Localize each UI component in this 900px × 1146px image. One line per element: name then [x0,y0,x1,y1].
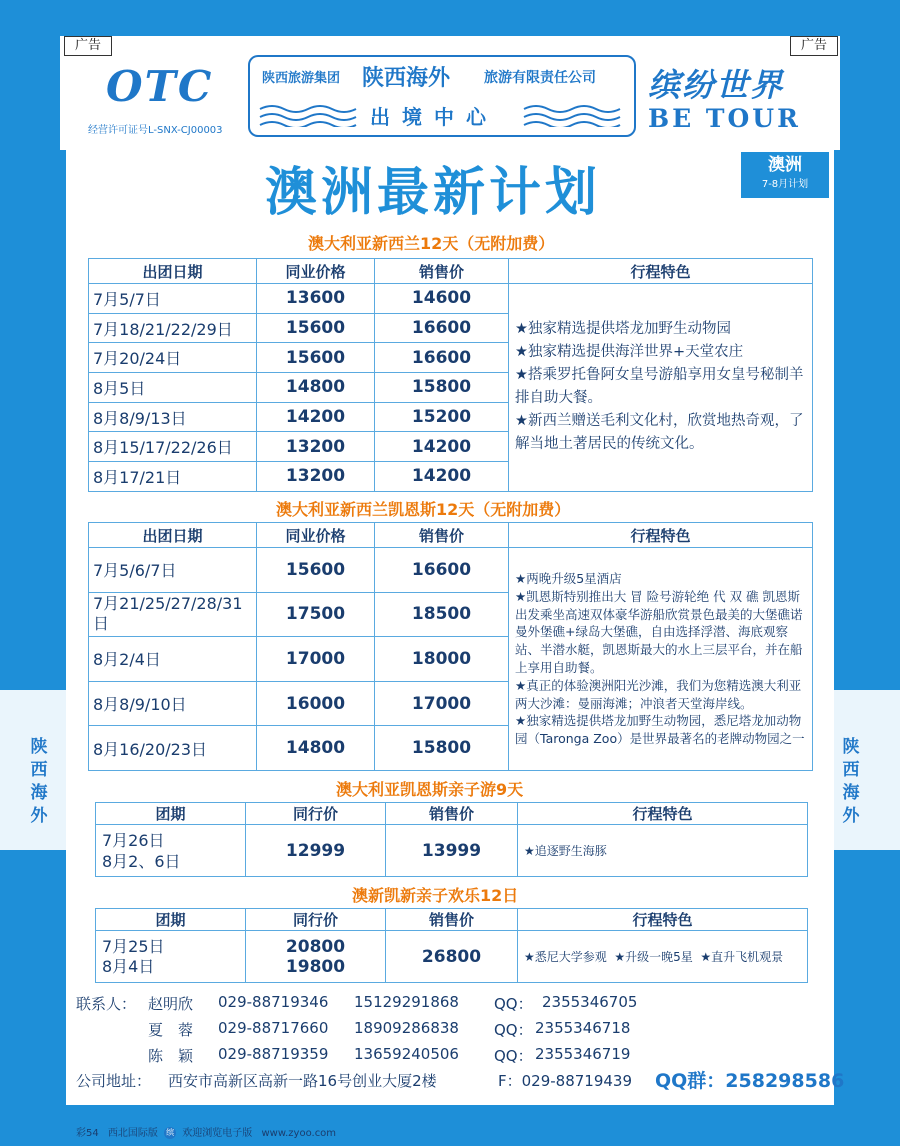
feature-item: ★凯恩斯特别推出大 冒 险号游轮绝 代 双 礁 凯恩斯出发乘坐高速双体豪华游船欣赏景色最美的大堡礁诺曼外堡礁+绿岛大堡礁，自由选择浮潜、海底观察站、半潜水艇，凯恩斯最大的水上三层平台，并在船上享用自助餐。 [515,588,803,675]
date-line: 7月26日 [102,830,165,850]
date-cell: 8月8/9/10日 [89,681,257,726]
date-line: 7月25日 [102,936,165,956]
section-title-4: 澳新凯新亲子欢乐12日 [352,886,519,905]
trade-price-cell [246,931,386,983]
retail-price-cell: 13999 [386,825,518,877]
trade-price-cell: 13600 [257,284,375,314]
contact-qq-label: QQ： [494,1047,533,1065]
section-title-1: 澳大利亚新西兰12天（无附加费） [308,234,555,253]
header-cell: 销售价 [386,909,518,931]
side-char: 陕 [30,737,48,757]
fax: F：029-88719439 [498,1072,633,1090]
contact-mobile: 15129291868 [354,993,459,1011]
retail-price-cell: 15800 [375,373,509,403]
be-tour-logo-cn: 缤纷世界 [648,66,785,104]
table-row [89,548,813,593]
trade-price-cell: 17000 [257,637,375,682]
contact-mobile: 18909286838 [354,1019,459,1037]
trade-price-cell: 14800 [257,726,375,771]
table-row [89,284,813,314]
retail-price-cell: 14600 [375,284,509,314]
trade-price-cell: 17500 [257,592,375,637]
ad-tag-right: 广告 [790,36,838,56]
date-cell: 8月2/4日 [89,637,257,682]
page-number: 彩54 [76,1128,99,1139]
trade-price-line: 20800 [285,936,346,957]
header-cell: 团期 [96,803,246,825]
group-name: 陕西旅游集团 [262,71,341,86]
trade-price-cell: 16000 [257,681,375,726]
contact-label: 联系人： [76,995,137,1013]
date-cell: 8月8/9/13日 [89,402,257,432]
date-cell: 8月5日 [89,373,257,403]
header-cell: 出团日期 [89,259,257,284]
retail-price-cell: 15200 [375,402,509,432]
date-line: 8月4日 [102,956,155,976]
trade-price-cell: 13200 [257,432,375,462]
header-cell: 同行价 [246,803,386,825]
feature-item: ★真正的体验澳洲阳光沙滩，我们为您精选澳大利亚两大沙滩：曼丽海滩；冲浪者天堂海岸线。 [515,677,802,711]
contact-qq-label: QQ： [494,995,533,1013]
table-header-row [89,259,813,284]
feature-item: ★独家精选提供塔龙加野生动物园，悉尼塔龙加动物园（Taronga Zoo）是世界最著名的老牌动物园之一 [515,713,805,747]
table-header-row [96,803,808,825]
otc-logo: OTC [106,62,214,111]
wave-decoration-right [522,101,626,127]
side-char: 外 [842,806,860,826]
brand-circle-icon: 缤 [166,1128,175,1137]
tour-table-4 [95,908,808,983]
header-cell: 同业价格 [257,259,375,284]
feature-item: ★独家精选提供塔龙加野生动物园 [515,321,731,338]
trade-price-cell: 14200 [257,402,375,432]
contact-name: 陈 颖 [148,1047,194,1065]
retail-price-cell: 14200 [375,462,509,492]
contact-qq-label: QQ： [494,1021,533,1039]
company-banner [248,55,636,137]
contact-tel: 029-88717660 [218,1019,329,1037]
contact-name: 夏 蓉 [148,1021,194,1039]
brand-name: 陕西海外 [362,65,451,91]
section-title-2: 澳大利亚新西兰凯恩斯12天（无附加费） [276,500,571,519]
date-cell: 7月5/7日 [89,284,257,314]
table-row [96,931,808,983]
date-cell [96,825,246,877]
date-cell [96,931,246,983]
tour-table-1 [88,258,813,492]
wave-decoration-left [258,101,362,127]
page-footer [76,1124,336,1139]
retail-price-cell: 26800 [386,931,518,983]
trade-price-cell: 15600 [257,343,375,373]
header-cell: 销售价 [375,523,509,548]
ad-tag-left: 广告 [64,36,112,56]
address: 西安市高新区高新一路16号创业大厦2楼 [168,1072,437,1090]
trade-price-cell: 15600 [257,313,375,343]
trade-price-cell: 12999 [246,825,386,877]
date-cell: 8月16/20/23日 [89,726,257,771]
header-cell: 出团日期 [89,523,257,548]
retail-price-cell: 17000 [375,681,509,726]
header-cell: 行程特色 [518,803,808,825]
header-cell: 销售价 [375,259,509,284]
tour-table-3 [95,802,808,877]
table-header-row [96,909,808,931]
date-line: 8月2、6日 [102,851,181,871]
header-cell: 行程特色 [509,259,813,284]
retail-price-cell: 18000 [375,637,509,682]
retail-price-cell: 16600 [375,313,509,343]
tour-table-2 [88,522,813,771]
side-label-right [838,736,864,828]
features-cell [509,548,813,771]
date-cell: 8月17/21日 [89,462,257,492]
side-char: 西 [30,760,48,780]
table-header-row [89,523,813,548]
features-cell: ★悉尼大学参观 ★升级一晚5星 ★直升飞机观景 [518,931,808,983]
features-cell: ★追逐野生海豚 [518,825,808,877]
address-label: 公司地址： [76,1072,152,1090]
date-cell: 7月21/25/27/28/31日 [89,592,257,637]
be-tour-logo-en: BE TOUR [648,104,801,133]
page-title: 澳洲最新计划 [265,163,602,223]
trade-price-line: 19800 [285,956,346,977]
table-row [96,825,808,877]
trade-price-cell: 14800 [257,373,375,403]
side-label-left [26,736,52,828]
header-cell: 行程特色 [509,523,813,548]
feature-item: ★独家精选提供海洋世界+天堂农庄 [515,344,744,361]
side-char: 海 [842,783,860,803]
contact-mobile: 13659240506 [354,1045,459,1063]
qq-group: QQ群：258298586 [655,1070,845,1092]
side-char: 海 [30,783,48,803]
header-cell: 同业价格 [257,523,375,548]
retail-price-cell: 15800 [375,726,509,771]
retail-price-cell: 18500 [375,592,509,637]
date-cell: 8月15/17/22/26日 [89,432,257,462]
header-cell: 销售价 [386,803,518,825]
features-cell [509,284,813,492]
header-cell: 同行价 [246,909,386,931]
header-cell: 团期 [96,909,246,931]
trade-price-cell: 15600 [257,548,375,593]
date-cell: 7月18/21/22/29日 [89,313,257,343]
website-link[interactable]: www.zyoo.com [261,1128,337,1139]
contact-qq: 2355346719 [535,1045,631,1063]
region-badge [741,152,829,198]
feature-item: ★搭乘罗托鲁阿女皇号游船享用女皇号秘制羊排自助大餐。 [515,367,804,407]
center-name: 出境中心 [370,105,498,129]
date-cell: 7月20/24日 [89,343,257,373]
header-cell: 行程特色 [518,909,808,931]
retail-price-cell: 16600 [375,343,509,373]
edition-label: 西北国际版 [107,1128,158,1139]
feature-item: ★新西兰赠送毛利文化村，欣赏地热奇观，了解当地土著居民的传统文化。 [515,413,804,453]
contact-name: 赵明欣 [148,995,194,1013]
trade-price-cell: 13200 [257,462,375,492]
license-number: 经营许可证号L-SNX-CJ00003 [88,125,223,136]
welcome-text: 欢迎浏览电子版 [182,1128,253,1139]
section-title-3: 澳大利亚凯恩斯亲子游9天 [336,780,524,799]
contact-qq: 2355346705 [542,993,638,1011]
badge-title: 澳洲 [768,155,802,175]
date-cell: 7月5/6/7日 [89,548,257,593]
contact-tel: 029-88719346 [218,993,329,1011]
retail-price-cell: 14200 [375,432,509,462]
contact-qq: 2355346718 [535,1019,631,1037]
feature-item: ★两晚升级5星酒店 [515,571,622,586]
company-name: 旅游有限责任公司 [484,70,596,86]
side-char: 外 [30,806,48,826]
badge-subtitle: 7-8月计划 [761,179,809,190]
side-char: 陕 [842,737,860,757]
side-char: 西 [842,760,860,780]
retail-price-cell: 16600 [375,548,509,593]
contact-tel: 029-88719359 [218,1045,329,1063]
